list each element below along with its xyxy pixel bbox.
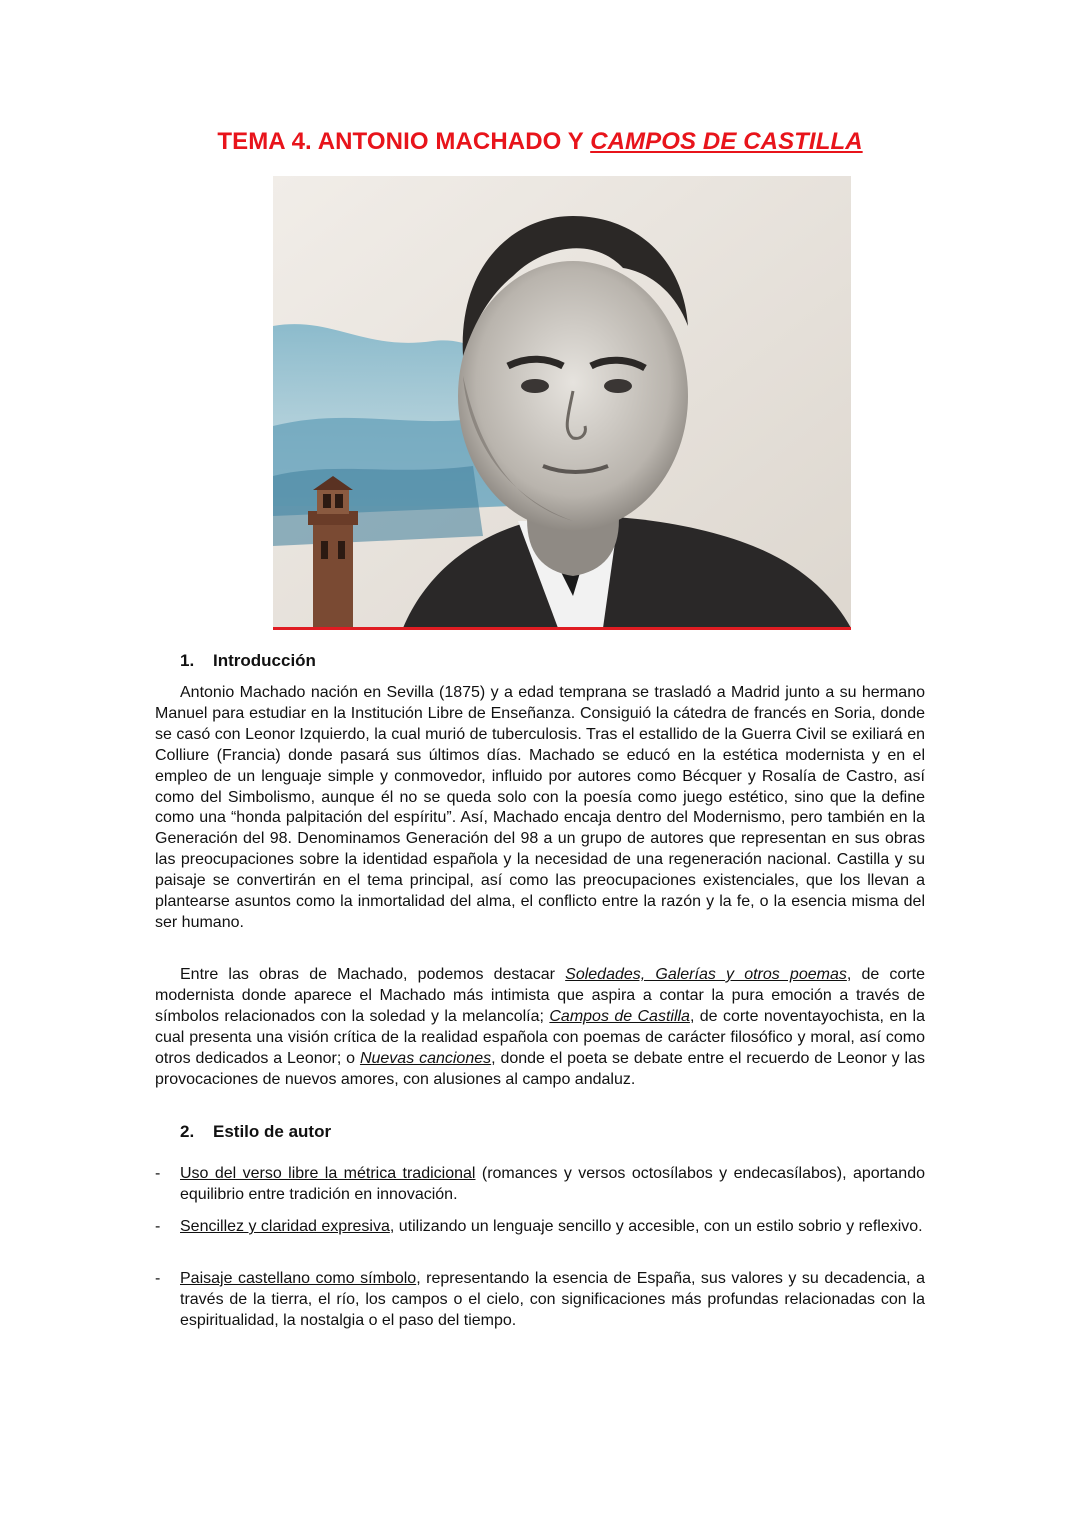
bullet-dash: - [155, 1218, 161, 1235]
work-campos-de-castilla: Campos de Castilla [549, 1007, 690, 1025]
section-heading-introduccion [180, 651, 316, 671]
page-title [0, 128, 1080, 156]
title-prefix: TEMA 4. ANTONIO MACHADO Y [217, 128, 591, 155]
portrait-illustration [273, 176, 851, 628]
list-item [155, 1216, 925, 1237]
section-heading-text: Introducción [213, 651, 316, 670]
p2-text-1: Entre las obras de Machado, podemos destacar [180, 966, 566, 983]
bullet-rest: (romances y versos octosílabos y endecasílabos), aportando equilibrio entre tradición en innovación. [180, 1165, 926, 1203]
bullet-rest: , utilizando un lenguaje sencillo y accesible, con un estilo sobrio y reflexivo. [389, 1218, 923, 1235]
bullet-rest: , representando la esencia de España, sus valores y su decadencia, a través de la tierra, el río, los campos o el cielo, con significaciones más profundas relacionadas con la espiritualidad, la nostalgia o el paso del tiempo. [180, 1270, 926, 1329]
portrait-image [273, 176, 851, 628]
work-soledades: Soledades, Galerías y otros poemas [565, 966, 847, 983]
divider-rule [273, 627, 851, 630]
bullet-text [180, 1163, 925, 1205]
list-item [155, 1163, 925, 1205]
section-heading-estilo [180, 1122, 331, 1142]
p2-text-4: , donde el poeta se debate entre el recuerdo de Leonor y las provocaciones de nuevos amores, con alusiones al campo andaluz. [155, 1049, 926, 1088]
section-number: 1. [180, 651, 195, 670]
bullet-key: Uso del verso libre la métrica tradicional [180, 1165, 476, 1182]
work-nuevas-canciones: Nuevas canciones [359, 1049, 492, 1067]
list-item [155, 1268, 925, 1331]
bullet-text [180, 1268, 925, 1331]
section-number: 2. [180, 1122, 195, 1141]
p2-text-3: , de corte noventayochista, en la cual presenta una visión crítica de la realidad española con poemas de carácter filosófico y moral, así como otros dedicados a Leonor; o [155, 1007, 925, 1067]
section-heading-text: Estilo de autor [213, 1122, 332, 1141]
bullet-text [180, 1216, 925, 1237]
bullet-dash: - [155, 1270, 161, 1287]
intro-paragraph-1: Antonio Machado nación en Sevilla (1875) y a edad temprana se trasladó a Madrid junto a su hermano Manuel para estudiar en la Institución Libre de Enseñanza. Consiguió la cátedra de francés en Soria, donde se casó con Leonor Izquierdo, la cual murió de tuberculosis. Tras el estallido de la Guerra Civil se exiliará en Colliure (Francia) donde pasará sus últimos días. Machado se educó en la estética modernista y en el empleo de un lenguaje simple y conmovedor, influido por autores como Bécquer y Rosalía de Castro, así como del Simbolismo, aunque él no se queda solo con la poesía como juego estético, sino que la define como una “honda palpitación del espíritu”. Así, Machado encaja dentro del Modernismo, pero también en la Generación del 98. Denominamos Generación del 98 a un grupo de autores que representan en sus obras las preocupaciones sobre la identidad española y la necesidad de una regeneración nacional. Castilla y su paisaje se convertirán en el tema principal, así como las preocupaciones existenciales, que los llevan a plantearse asuntos como la inmortalidad del alma, el conflicto entre la razón y la fe, o la esencia misma del ser humano. [155, 684, 925, 931]
title-work: CAMPOS DE CASTILLA [590, 128, 863, 155]
p2-text-2: , de corte modernista donde aparece el Machado más intimista que aspira a contar la pura emoción a través de símbolos relacionados con la soledad y la melancolía; [155, 966, 926, 1025]
bullet-key: Paisaje castellano como símbolo [180, 1270, 417, 1287]
intro-paragraph-2 [155, 965, 925, 1090]
bullet-key: Sencillez y claridad expresiva [180, 1218, 390, 1235]
bullet-dash: - [155, 1165, 161, 1182]
